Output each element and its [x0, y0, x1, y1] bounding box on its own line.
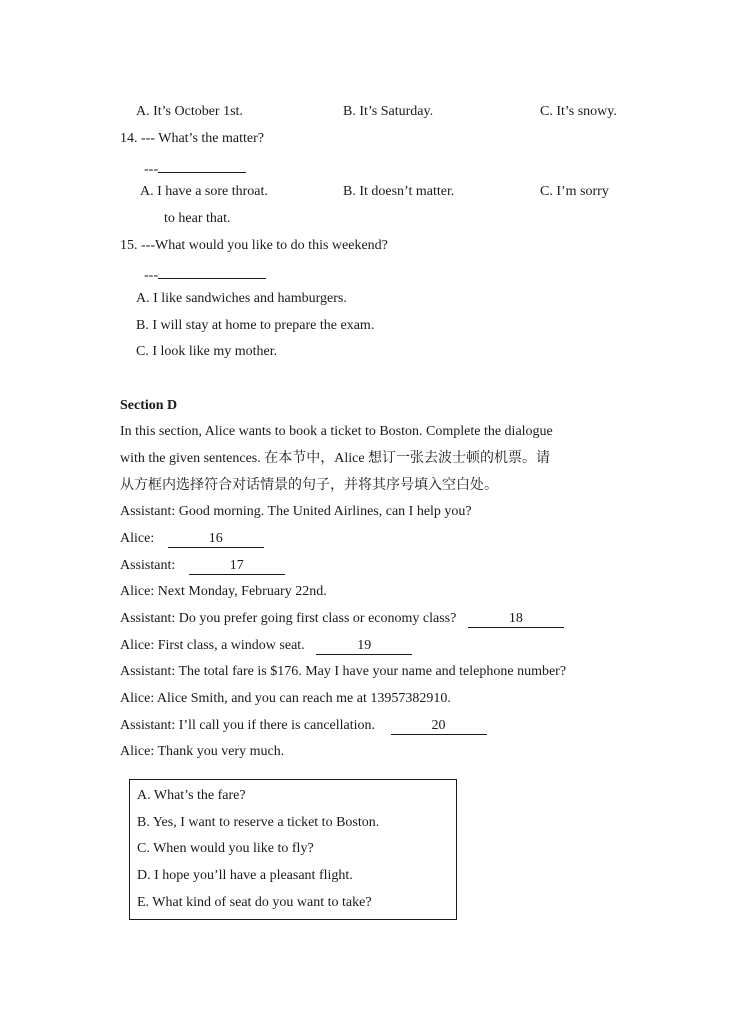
box-option-b: B. Yes, I want to reserve a ticket to Boston.	[137, 815, 380, 830]
q15-option-b: B. I will stay at home to prepare the exam.	[136, 318, 375, 333]
q14-answer-prefix: ---	[144, 162, 158, 177]
dialogue-line-1: Assistant: Good morning. The United Airlines, can I help you?	[120, 504, 472, 519]
dialogue-line-7: Assistant: The total fare is $176. May I have your name and telephone number?	[120, 664, 567, 679]
blank-17: 17	[189, 558, 285, 575]
dialogue-line-8: Alice: Alice Smith, and you can reach me at 13957382910.	[120, 691, 451, 706]
section-d-intro-line-1: In this section, Alice wants to book a ticket to Boston. Complete the dialogue	[120, 424, 553, 439]
box-option-a: A. What’s the fare?	[137, 788, 246, 803]
q13-option-b: B. It’s Saturday.	[343, 104, 434, 119]
section-d-intro-line-3: 从方框内选择符合对话情景的句子，并将其序号填入空白处。	[120, 478, 498, 493]
dialogue-line-6-text: Alice: First class, a window seat.	[120, 638, 305, 653]
box-option-e: E. What kind of seat do you want to take?	[137, 895, 372, 910]
q15-stem: 15. ---What would you like to do this weekend?	[120, 238, 388, 253]
box-option-c: C. When would you like to fly?	[137, 841, 314, 856]
blank-18: 18	[468, 611, 564, 628]
q15-answer-prefix: ---	[144, 268, 158, 283]
dialogue-line-3	[120, 557, 285, 575]
q15-answer-line	[144, 263, 266, 285]
dialogue-line-5-text: Assistant: Do you prefer going first class or economy class?	[120, 611, 457, 626]
dialogue-line-6	[120, 637, 412, 655]
dialogue-line-5	[120, 610, 564, 628]
dialogue-speaker-alice: Alice:	[120, 531, 155, 546]
q14-answer-line	[144, 157, 246, 179]
blank-20: 20	[391, 718, 487, 735]
q14-option-c-continued: to hear that.	[164, 211, 231, 226]
q14-stem: 14. --- What’s the matter?	[120, 131, 264, 146]
q14-option-c: C. I’m sorry	[540, 184, 609, 199]
dialogue-line-9	[120, 717, 487, 735]
q14-option-a: A. I have a sore throat.	[140, 184, 268, 199]
blank-16: 16	[168, 531, 264, 548]
box-option-d: D. I hope you’ll have a pleasant flight.	[137, 868, 353, 883]
dialogue-line-9-text: Assistant: I’ll call you if there is cancellation.	[120, 718, 376, 733]
q14-option-b: B. It doesn’t matter.	[343, 184, 455, 199]
q14-answer-blank	[158, 157, 246, 173]
blank-19: 19	[316, 638, 412, 655]
dialogue-line-2	[120, 530, 264, 548]
dialogue-line-4: Alice: Next Monday, February 22nd.	[120, 584, 327, 599]
section-d-title: Section D	[120, 398, 178, 413]
dialogue-line-10: Alice: Thank you very much.	[120, 744, 285, 759]
q15-answer-blank	[158, 263, 266, 279]
q15-option-a: A. I like sandwiches and hamburgers.	[136, 291, 347, 306]
dialogue-speaker-assistant: Assistant:	[120, 558, 176, 573]
q13-option-a: A. It’s October 1st.	[136, 104, 243, 119]
section-d-intro-line-2: with the given sentences. 在本节中，Alice 想订一张去波士顿的机票。请	[120, 451, 551, 466]
q15-option-c: C. I look like my mother.	[136, 344, 278, 359]
q13-option-c: C. It’s snowy.	[540, 104, 617, 119]
